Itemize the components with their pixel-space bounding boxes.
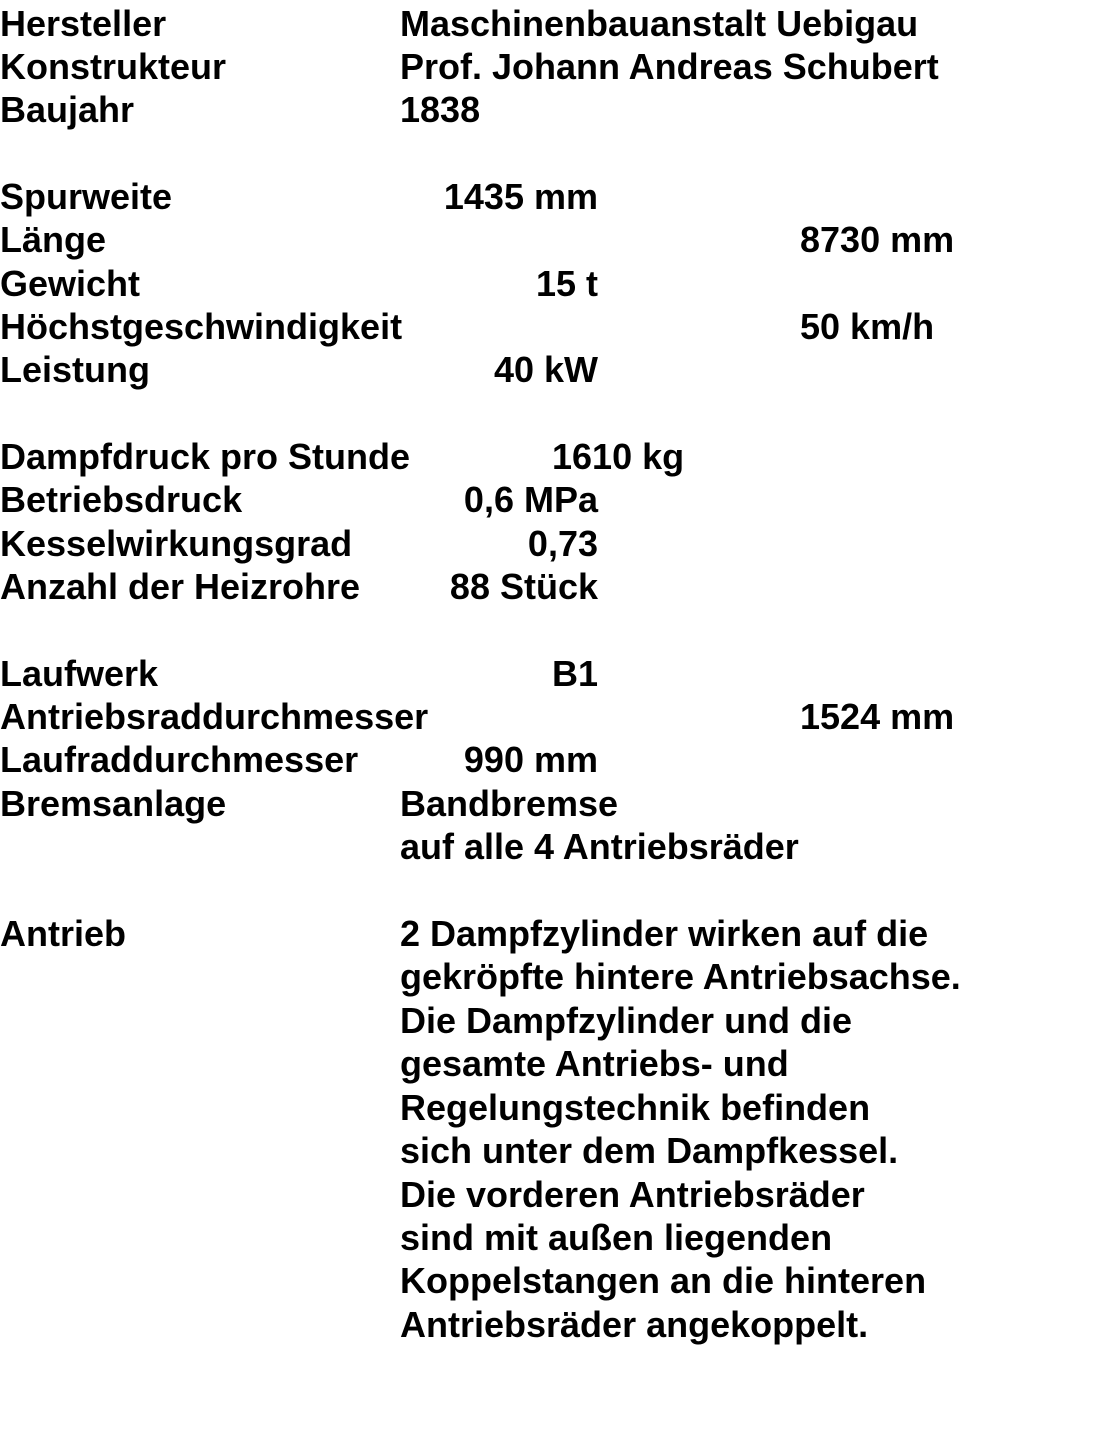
value-hersteller: Maschinenbauanstalt Uebigau — [400, 3, 919, 44]
label-konstrukteur: Konstrukteur — [0, 46, 227, 87]
label-heizrohre: Anzahl der Heizrohre — [0, 566, 361, 607]
value-antrieb-line: gekröpfte hintere Antriebsachse. — [400, 956, 961, 997]
value-dampfdruck: 1610 kg — [552, 436, 685, 477]
value-laufraddurchmesser: 990 mm — [463, 739, 598, 780]
label-laenge: Länge — [0, 219, 107, 260]
value-kesselwirkungsgrad: 0,73 — [527, 523, 598, 564]
value-antriebsraddurchmesser: 1524 mm — [800, 696, 955, 737]
value-antrieb-line: Regelungstechnik befinden — [400, 1087, 871, 1128]
label-betriebsdruck: Betriebsdruck — [0, 479, 243, 520]
value-bremsanlage-line: auf alle 4 Antriebsräder — [400, 826, 799, 867]
label-bremsanlage: Bremsanlage — [0, 783, 227, 824]
label-baujahr: Baujahr — [0, 89, 135, 130]
value-spurweite: 1435 mm — [443, 176, 598, 217]
label-gewicht: Gewicht — [0, 263, 141, 304]
value-konstrukteur: Prof. Johann Andreas Schubert — [400, 46, 939, 87]
value-antrieb-line: Antriebsräder angekoppelt. — [400, 1304, 869, 1345]
value-leistung: 40 kW — [493, 349, 598, 390]
value-hoechstgeschwindigkeit: 50 km/h — [800, 306, 935, 347]
value-betriebsdruck: 0,6 MPa — [463, 479, 598, 520]
value-antrieb-line: Die vorderen Antriebsräder — [400, 1174, 865, 1215]
value-antrieb-line: Die Dampfzylinder und die — [400, 1000, 853, 1041]
label-laufraddurchmesser: Laufraddurchmesser — [0, 739, 359, 780]
value-antrieb-line: Koppelstangen an die hinteren — [400, 1260, 927, 1301]
value-laenge: 8730 mm — [800, 219, 955, 260]
value-bremsanlage-line: Bandbremse — [400, 783, 619, 824]
value-heizrohre: 88 Stück — [449, 566, 598, 607]
value-laufwerk: B1 — [551, 653, 598, 694]
value-baujahr: 1838 — [400, 89, 481, 130]
value-gewicht: 15 t — [535, 263, 598, 304]
label-hoechstgeschwindigkeit: Höchstgeschwindigkeit — [0, 306, 403, 347]
label-antrieb: Antrieb — [0, 913, 126, 954]
value-antrieb-line: 2 Dampfzylinder wirken auf die — [400, 913, 929, 954]
label-antriebsraddurchmesser: Antriebsraddurchmesser — [0, 696, 429, 737]
value-antrieb-line: sich unter dem Dampfkessel. — [400, 1130, 899, 1171]
value-antrieb-line: sind mit außen liegenden — [400, 1217, 833, 1258]
label-spurweite: Spurweite — [0, 176, 173, 217]
value-antrieb-line: gesamte Antriebs- und — [400, 1043, 789, 1084]
label-dampfdruck: Dampfdruck pro Stunde — [0, 436, 411, 477]
label-laufwerk: Laufwerk — [0, 653, 159, 694]
label-leistung: Leistung — [0, 349, 150, 390]
label-hersteller: Hersteller — [0, 3, 167, 44]
label-kesselwirkungsgrad: Kesselwirkungsgrad — [0, 523, 353, 564]
